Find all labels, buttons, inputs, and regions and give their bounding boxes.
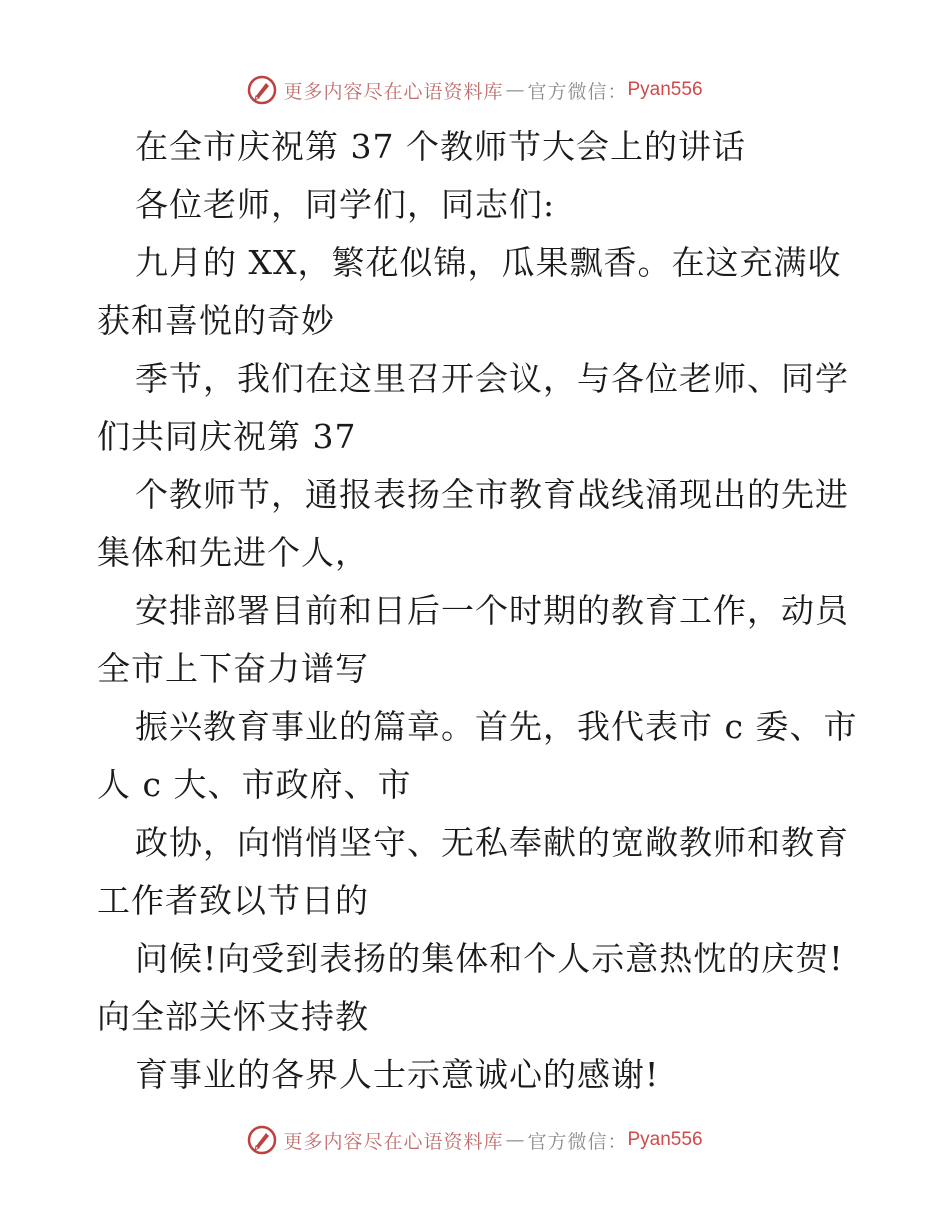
watermark-id: Pyan556 (627, 79, 703, 100)
salutation: 各位老师，同学们，同志们: (135, 185, 556, 224)
pen-logo-icon (247, 75, 277, 105)
watermark-text: 更多内容尽在心语资料库 (283, 1130, 504, 1153)
text-line: 政协，向悄悄坚守、无私奉献的宽敞教师和教育 (135, 823, 849, 862)
watermark-text: 更多内容尽在心语资料库 (283, 80, 504, 103)
text-line: 季节，我们在这里召开会议，与各位老师、同学 (135, 359, 849, 398)
text-line: 振兴教育事业的篇章。首先，我代表市 c 委、市 (135, 707, 858, 746)
watermark-id: Pyan556 (627, 1129, 703, 1150)
watermark-dash: — (505, 79, 526, 101)
text-line: 获和喜悦的奇妙 (97, 301, 335, 340)
text-line: 个教师节，通报表扬全市教育战线涌现出的先进 (135, 475, 849, 514)
text-line: 向全部关怀支持教 (97, 997, 369, 1036)
text-line: 们共同庆祝第 37 (97, 417, 357, 456)
text-line: 集体和先进个人， (97, 533, 369, 572)
watermark-label: 官方微信： (527, 1130, 628, 1153)
text-line: 工作者致以节日的 (97, 881, 369, 920)
document-body (97, 118, 857, 1104)
watermark-footer (0, 1120, 950, 1160)
text-line: 育事业的各界人士示意诚心的感谢! (135, 1055, 660, 1094)
text-line: 问候!向受到表扬的集体和个人示意热忱的庆贺! (135, 939, 844, 978)
watermark-header (0, 70, 950, 110)
text-line: 人 c 大、市政府、市 (97, 765, 412, 804)
text-line: 安排部署目前和日后一个时期的教育工作，动员 (135, 591, 849, 630)
text-line: 全市上下奋力谱写 (97, 649, 369, 688)
pen-logo-icon (247, 1125, 277, 1155)
watermark-label: 官方微信： (527, 80, 628, 103)
watermark-dash: — (505, 1129, 526, 1151)
document-title: 在全市庆祝第 37 个教师节大会上的讲话 (135, 127, 746, 166)
text-line: 九月的 XX，繁花似锦，瓜果飘香。在这充满收 (135, 243, 842, 282)
